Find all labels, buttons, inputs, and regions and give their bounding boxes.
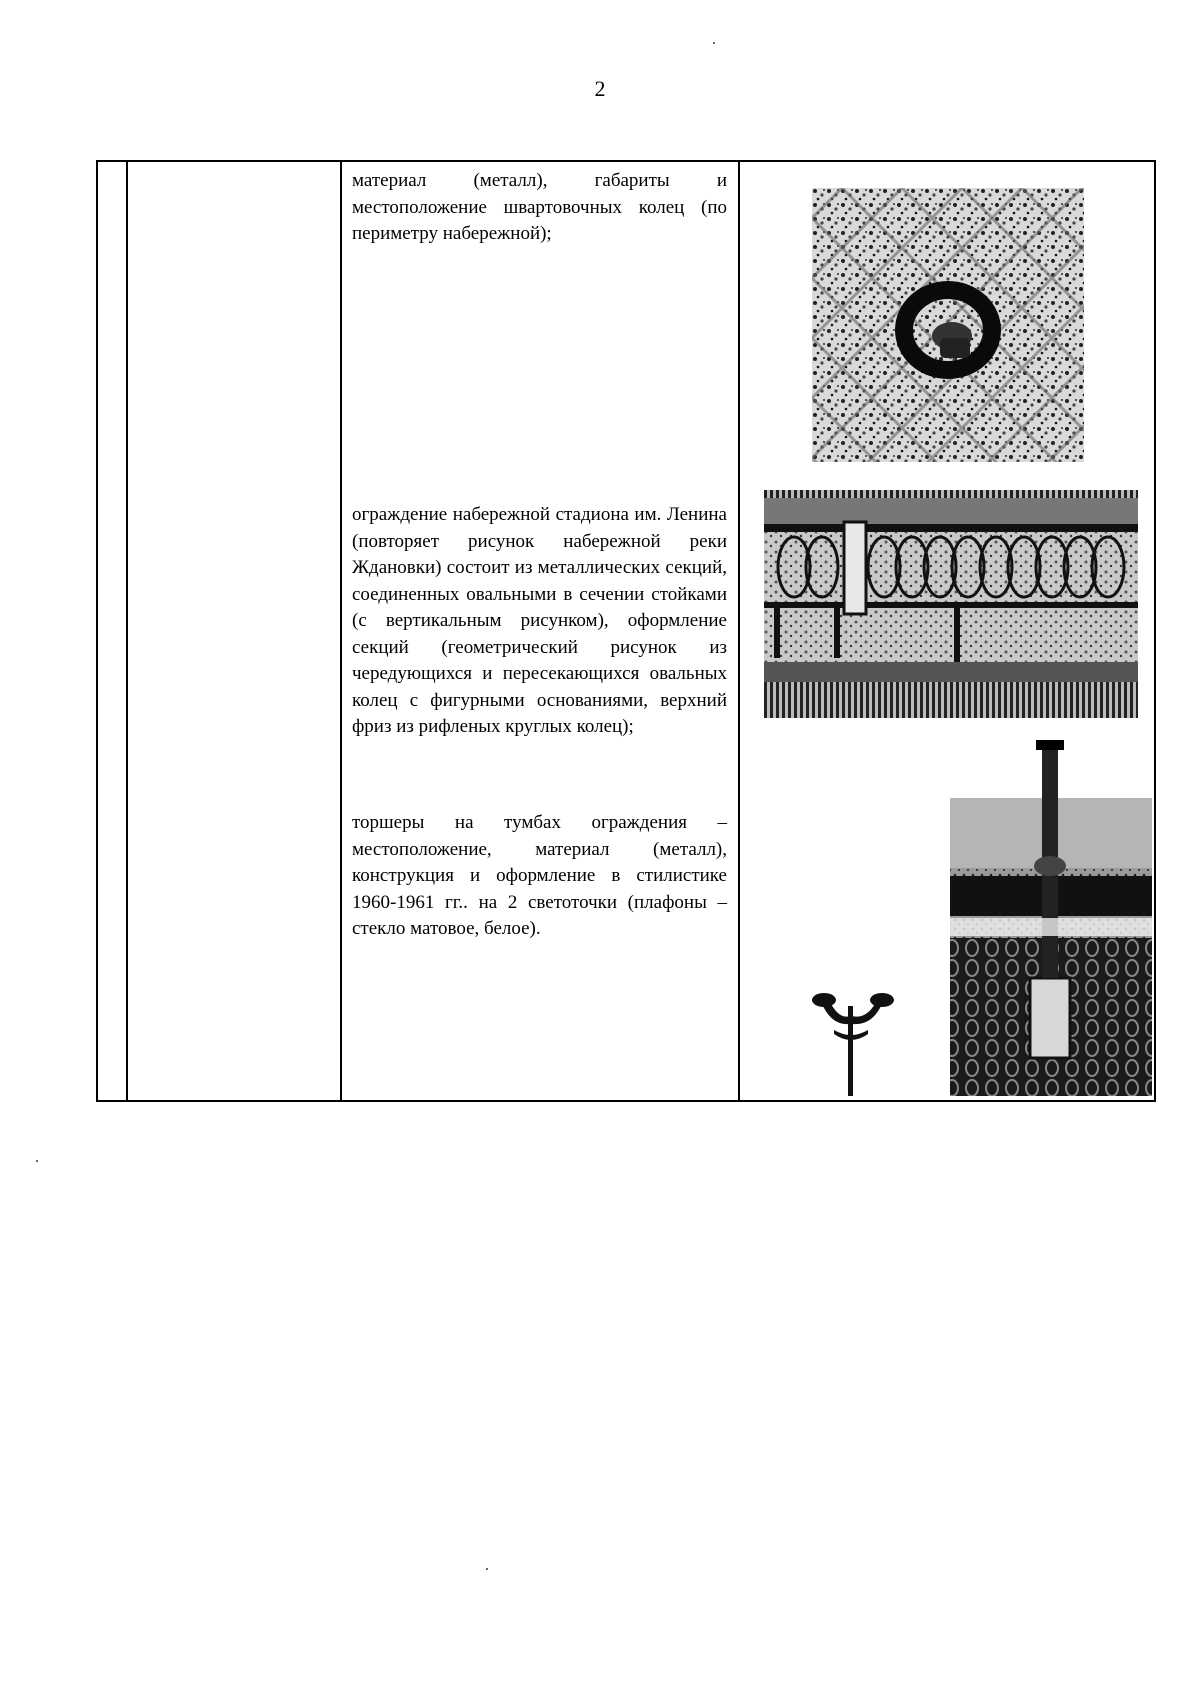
table-column-divider: [126, 162, 128, 1100]
table-border-left: [96, 162, 98, 1100]
scan-speck: [36, 1160, 38, 1162]
scan-speck: [713, 42, 715, 44]
table-column-divider: [340, 162, 342, 1100]
table-row-description: торшеры на тумбах ограждения – местоположение, материал (металл), конструкция и оформление в стилистике 1960-1961 гг.. на 2 светоточки (плафоны – стекло матовое, белое).: [352, 812, 727, 939]
table-column-divider: [738, 162, 740, 1100]
mooring-ring-photo-icon: [812, 188, 1084, 462]
page-number: 2: [594, 76, 606, 101]
embankment-fence-photo-icon: [764, 490, 1138, 718]
floor-lamp-photo-icon: [782, 738, 1152, 1096]
table-row-description: материал (металл), габариты и местоположение швартовочных колец (по периметру набережной);: [352, 170, 727, 244]
table-row-description: ограждение набережной стадиона им. Ленина (повторяет рисунок набережной реки Ждановки) состоит из металлических секций, соединенных овальными в сечении стойками (с вертикальным рисунком), оформление секций (геометрический рисунок из чередующихся и пересекающихся овальных колец с фигурными основаниями, верхний фриз из рифленых круглых колец);: [352, 504, 727, 737]
scan-speck: [486, 1568, 488, 1570]
table-border-right: [1154, 162, 1156, 1100]
